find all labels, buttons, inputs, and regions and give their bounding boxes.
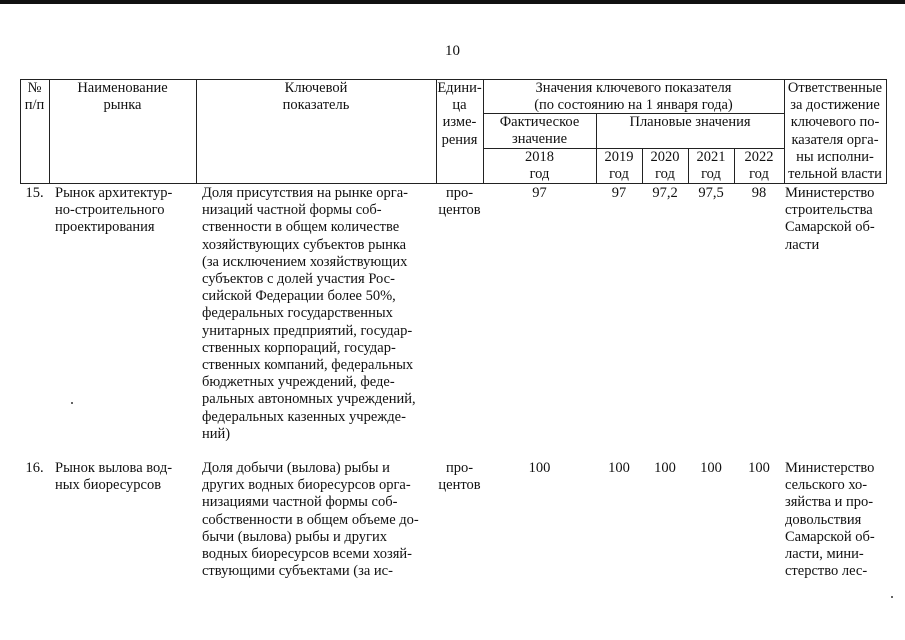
row-16-num: 16. bbox=[25, 460, 44, 476]
header-values-group: Значения ключевого показателя (по состоянию на 1 января года) bbox=[534, 80, 733, 114]
row-15-market: Рынок архитектур- но-строительного проектирования bbox=[55, 185, 173, 236]
row-16-value-2019: 100 bbox=[608, 460, 630, 476]
col-rule bbox=[886, 79, 887, 183]
row-15-value-2019: 97 bbox=[611, 185, 627, 201]
row-15-value-2020: 97,2 bbox=[652, 185, 678, 201]
header-planned: Плановые значения bbox=[629, 114, 751, 130]
indicators-table bbox=[20, 79, 887, 640]
row-15-unit: про- центов bbox=[438, 185, 481, 219]
header-year-2021: 2021 год bbox=[696, 149, 726, 183]
header-year-2018: 2018 год bbox=[525, 149, 554, 183]
page-number: 10 bbox=[445, 43, 460, 59]
row-16-indicator: Доля добычи (вылова) рыбы и других водных биоресурсов орга- низациями частной формы соб- собственности в общем объеме до- бычи (вылова) рыбы и других водных биоресурсов всеми хозяй- ствующими субъектами (за ис- bbox=[202, 460, 419, 580]
row-15-value-2022: 98 bbox=[751, 185, 767, 201]
header-market: Наименование рынка bbox=[77, 80, 168, 114]
row-16-value-2021: 100 bbox=[700, 460, 722, 476]
row-16-value-2022: 100 bbox=[748, 460, 770, 476]
row-16-responsible: Министерство сельского хо- зяйства и про- довольствия Самарской об- ласти, мини- стерство лес- bbox=[785, 460, 875, 580]
row-15-value-2018: 97 bbox=[532, 185, 547, 201]
row-16-value-2020: 100 bbox=[654, 460, 676, 476]
page-top-border bbox=[0, 0, 905, 4]
header-responsible: Ответственные за достижение ключевого по- казателя орга- ны исполни- тельной власти bbox=[787, 80, 883, 183]
scan-speck bbox=[71, 402, 73, 404]
header-indicator: Ключевой показатель bbox=[282, 80, 350, 114]
row-15-value-2021: 97,5 bbox=[698, 185, 724, 201]
scan-speck bbox=[891, 596, 893, 598]
header-year-2019: 2019 год bbox=[604, 149, 634, 183]
row-16-value-2018: 100 bbox=[528, 460, 551, 476]
row-15-responsible: Министерство строительства Самарской об- ласти bbox=[785, 185, 875, 253]
row-16-unit: про- центов bbox=[438, 460, 481, 494]
header-unit: Едини- ца изме- рения bbox=[437, 80, 482, 148]
header-actual: Фактическое значение bbox=[499, 114, 580, 148]
row-16-market: Рынок вылова вод- ных биоресурсов bbox=[55, 460, 173, 494]
row-15-indicator: Доля присутствия на рынке орга- низаций частной формы соб- ственности в общем количестве хозяйствующих субъектов рынка (за исключением хозяйствующих субъектов с долей участия Рос- сийской Федерации более 50%, федеральных государственных унитарных предприятий, государ- ственных корпораций, государ- ственных компаний, федеральных бюджетных учреждений, феде- ральных автономных учреждений, федеральных казенных учрежде- ний) bbox=[202, 185, 416, 442]
header-num: № п/п bbox=[24, 80, 45, 114]
row-15-num: 15. bbox=[25, 185, 44, 201]
header-year-2020: 2020 год bbox=[650, 149, 680, 183]
header-year-2022: 2022 год bbox=[744, 149, 774, 183]
